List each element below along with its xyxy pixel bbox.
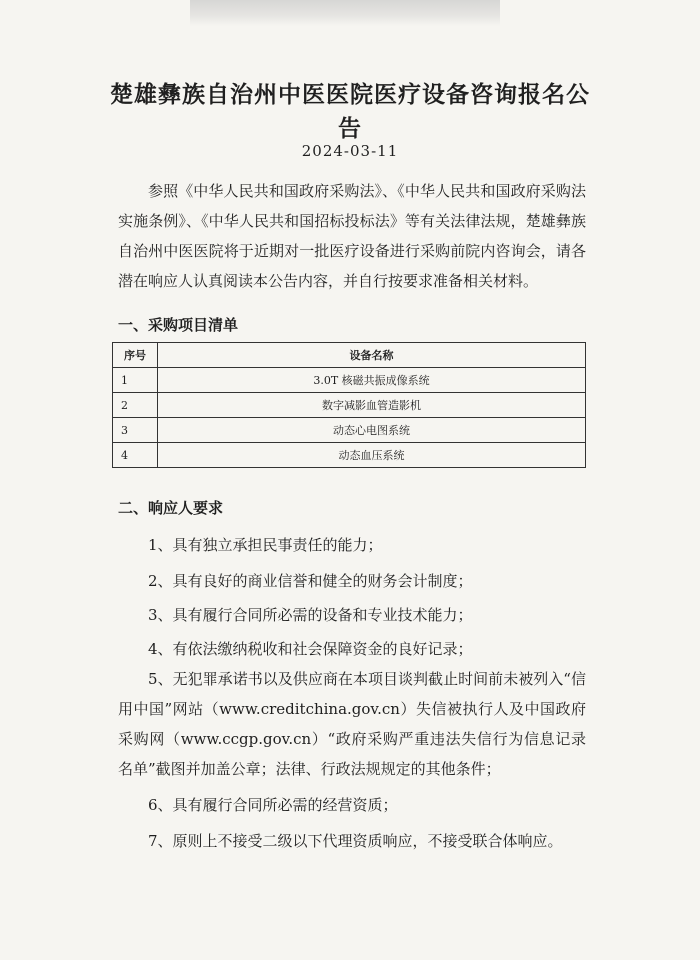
- row-number: 3: [113, 418, 158, 443]
- requirement-item: 2、具有良好的商业信誉和健全的财务会计制度；: [148, 572, 473, 590]
- table-row: [113, 368, 586, 393]
- requirement-item: 6、具有履行合同所必需的经营资质；: [148, 796, 398, 814]
- table-row: [113, 418, 586, 443]
- table-row: [113, 393, 586, 418]
- requirement-item: 3、具有履行合同所必需的设备和专业技术能力；: [148, 606, 473, 624]
- intro-paragraph: 参照《中华人民共和国政府采购法》、《中华人民共和国政府采购法实施条例》、《中华人民共和国招标投标法》等有关法律法规，楚雄彝族自治州中医医院将于近期对一批医疗设备进行采购前院内咨询会，请各潜在响应人认真阅读本公告内容，并自行按要求准备相关材料。: [118, 182, 586, 290]
- requirement-item: 7、原则上不接受二级以下代理资质响应，不接受联合体响应。: [148, 832, 563, 850]
- section-heading-requirements: 二、响应人要求: [118, 499, 224, 517]
- requirement-item: 4、有依法缴纳税收和社会保障资金的良好记录；: [148, 640, 473, 658]
- row-number: 2: [113, 393, 158, 418]
- table-row: [113, 443, 586, 468]
- row-number: 1: [113, 368, 158, 393]
- requirement-item: 1、具有独立承担民事责任的能力；: [148, 536, 383, 554]
- section-heading-items: 一、采购项目清单: [118, 316, 239, 334]
- column-header-equipment: 设备名称: [158, 343, 586, 368]
- equipment-name: 动态血压系统: [158, 443, 586, 468]
- equipment-name: 动态心电图系统: [158, 418, 586, 443]
- column-header-number: 序号: [113, 343, 158, 368]
- requirement-item: 5、无犯罪承诺书以及供应商在本项目谈判截止时间前未被列入“信用中国”网站（www.creditchina.gov.cn）失信被执行人及中国政府采购网（www.ccgp.gov.cn）“政府采购严重违法失信行为信息记录名单”截图并加盖公章；法律、行政法规规定的其他条件；: [118, 670, 586, 778]
- table-header-row: [113, 343, 586, 368]
- scan-shadow: [190, 0, 500, 26]
- row-number: 4: [113, 443, 158, 468]
- equipment-name: 3.0T 核磁共振成像系统: [158, 368, 586, 393]
- equipment-table: [112, 342, 586, 468]
- notice-title: 楚雄彝族自治州中医医院医疗设备咨询报名公告: [110, 82, 590, 142]
- notice-date: 2024-03-11: [301, 142, 399, 160]
- equipment-name: 数字减影血管造影机: [158, 393, 586, 418]
